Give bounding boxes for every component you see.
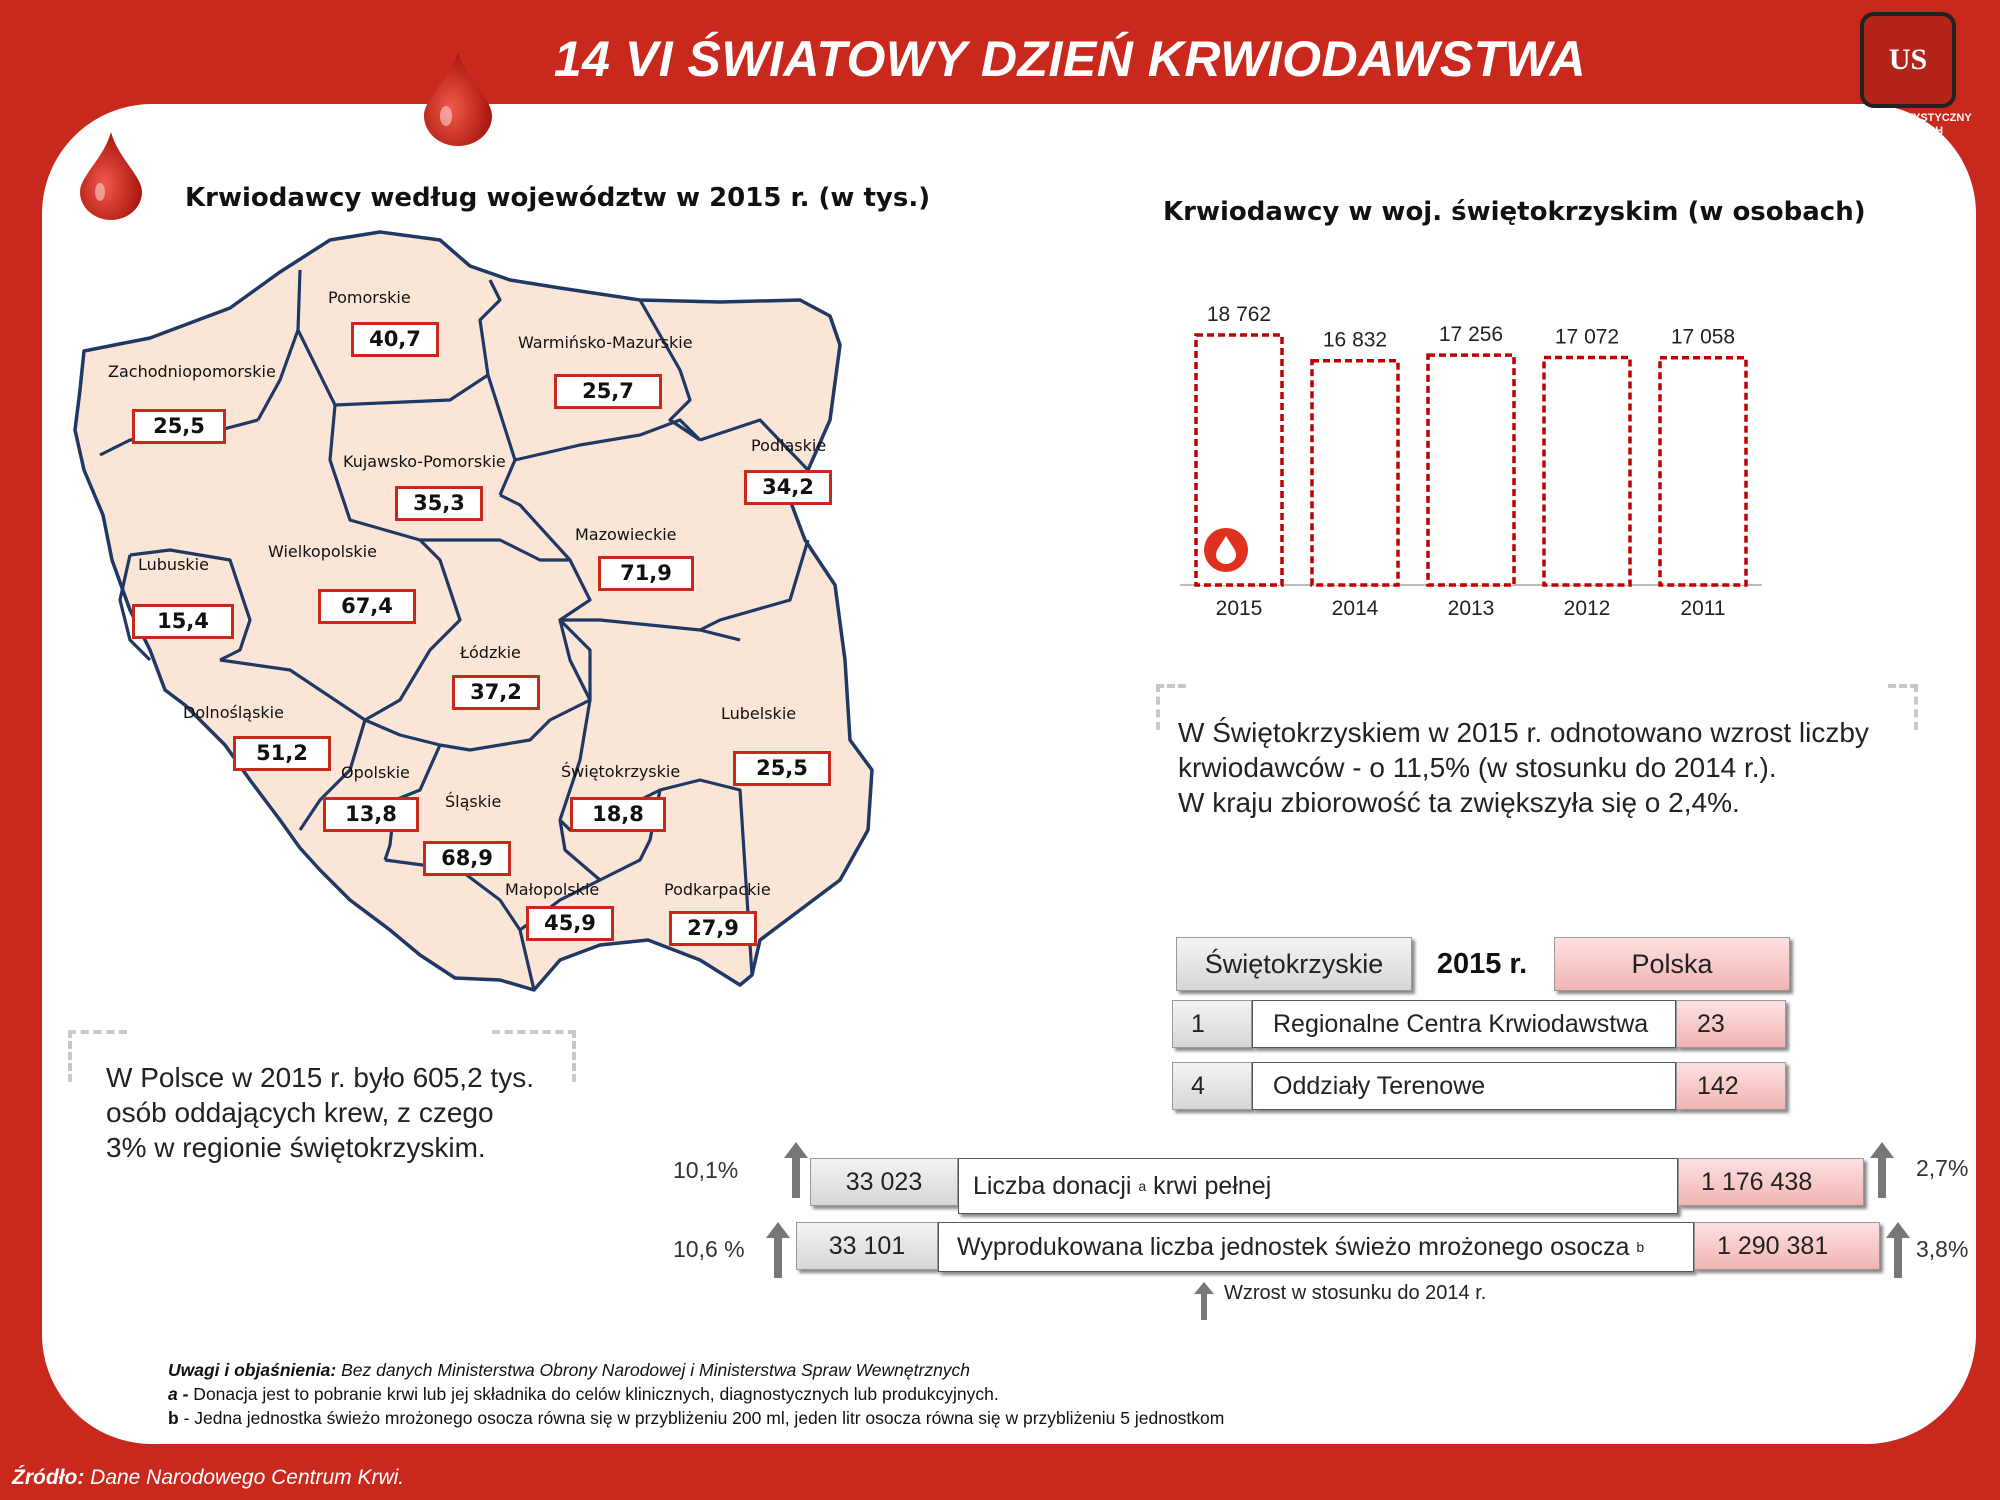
bracket xyxy=(1888,684,1918,730)
region-label: Podlaskie xyxy=(751,436,827,455)
region-value: 25,7 xyxy=(554,374,662,409)
up-arrow-icon xyxy=(764,1220,792,1280)
data-label-2011: 17 058 xyxy=(1670,325,1736,349)
tick-label-2015: 2015 xyxy=(1215,597,1263,620)
region-label: Dolnośląskie xyxy=(183,703,284,722)
up-arrow-icon xyxy=(782,1140,810,1200)
region-label: Pomorskie xyxy=(328,288,411,307)
donation-right: 1 176 438 xyxy=(1678,1158,1864,1206)
region-value: 51,2 xyxy=(233,736,331,771)
data-label-2013: 17 256 xyxy=(1438,323,1504,347)
tick-label-2012: 2012 xyxy=(1563,597,1611,620)
growth-pct-right: 2,7% xyxy=(1916,1155,1969,1181)
region-label: Opolskie xyxy=(341,763,410,782)
tick-label-2013: 2013 xyxy=(1447,597,1495,620)
region-value: 35,3 xyxy=(395,486,483,521)
table-cell-left: 1 xyxy=(1172,1000,1252,1048)
arrow-legend: Wzrost w stosunku do 2014 r. xyxy=(1224,1282,1487,1304)
region-value: 13,8 xyxy=(323,797,419,832)
bar-chart xyxy=(1150,280,1790,630)
page-title: 14 VI ŚWIATOWY DZIEŃ KRWIODAWSTWA xyxy=(553,31,1587,87)
logo-caption: URZĄD STATYSTYCZNY W KIELCACH xyxy=(1844,112,1972,137)
plasma-left: 33 101 xyxy=(796,1222,938,1270)
region-label: Podkarpackie xyxy=(664,880,771,899)
growth-pct-left: 10,6 % xyxy=(673,1236,745,1262)
region-value: 37,2 xyxy=(452,675,540,710)
region-value: 67,4 xyxy=(318,589,416,624)
donation-left: 33 023 xyxy=(810,1158,958,1206)
bar-2013 xyxy=(1428,355,1514,585)
region-label: Lubuskie xyxy=(138,555,209,574)
region-value: 27,9 xyxy=(669,911,757,946)
tick-label-2014: 2014 xyxy=(1331,597,1379,620)
region-label: Warmińsko-Mazurskie xyxy=(518,333,693,352)
header-polska: Polska xyxy=(1554,937,1790,991)
up-arrow-icon xyxy=(1868,1140,1896,1200)
logo-mark: US xyxy=(1860,12,1956,108)
data-label-2015: 18 762 xyxy=(1206,303,1272,326)
region-label: Mazowieckie xyxy=(575,525,677,544)
map-title: Krwiodawcy według województw w 2015 r. (w tys.) xyxy=(185,183,931,213)
data-label-2012: 17 072 xyxy=(1554,325,1620,349)
region-value: 71,9 xyxy=(598,556,694,591)
table-cell-left: 4 xyxy=(1172,1062,1252,1110)
table-cell-right: 23 xyxy=(1676,1000,1786,1048)
bar-2011 xyxy=(1660,358,1746,585)
region-value: 18,8 xyxy=(570,797,666,832)
region-label: Łódzkie xyxy=(460,643,521,662)
region-value: 34,2 xyxy=(744,470,832,505)
region-value: 25,5 xyxy=(132,409,226,444)
table-cell-label: Oddziały Terenowe xyxy=(1252,1062,1676,1110)
header-year: 2015 r. xyxy=(1436,947,1528,980)
poland-note: W Polsce w 2015 r. było 605,2 tys. osób oddających krew, z czego 3% w regionie świętokrzyskim. xyxy=(106,1062,534,1163)
region-value: 68,9 xyxy=(423,841,511,876)
data-label-2014: 16 832 xyxy=(1322,328,1388,352)
region-value: 15,4 xyxy=(132,604,234,639)
up-arrow-icon xyxy=(1192,1280,1216,1322)
region-value: 25,5 xyxy=(733,751,831,786)
donation-label: Liczba donacji a krwi pełnej xyxy=(958,1158,1678,1214)
up-arrow-icon xyxy=(1884,1220,1912,1280)
region-label: Świętokrzyskie xyxy=(561,762,681,781)
source-note: Źródło: Dane Narodowego Centrum Krwi. xyxy=(12,1466,405,1489)
tick-label-2011: 2011 xyxy=(1680,597,1726,620)
growth-pct-left: 10,1% xyxy=(673,1157,739,1183)
region-value: 45,9 xyxy=(526,906,614,941)
region-label: Wielkopolskie xyxy=(268,542,377,561)
chart-title: Krwiodawcy w woj. świętokrzyskim (w osobach) xyxy=(1163,197,1866,227)
region-label: Małopolskie xyxy=(505,880,600,899)
region-label: Śląskie xyxy=(445,792,502,811)
region-label: Lubelskie xyxy=(721,704,797,723)
region-note: W Świętokrzyskiem w 2015 r. odnotowano wzrost liczby krwiodawców - o 11,5% (w stosunku do 2014 r.). W kraju zbiorowość ta zwiększyła się o 2,4%. xyxy=(1178,717,1869,818)
region-label: Zachodniopomorskie xyxy=(108,362,276,381)
blood-drop-icon xyxy=(1204,528,1248,572)
table-cell-label: Regionalne Centra Krwiodawstwa xyxy=(1252,1000,1676,1048)
region-label: Kujawsko-Pomorskie xyxy=(343,452,506,471)
plasma-label: Wyprodukowana liczba jednostek świeżo mrożonego osocza b xyxy=(938,1222,1694,1272)
footnotes: Uwagi i objaśnienia: Bez danych Ministerstwa Obrony Narodowej i Ministerstwa Spraw Wewnętrznych a - Donacja jest to pobranie krwi lub jej składnika do celów klinicznych, diagnostycznych lub produkcyjnych. b - Jedna jednostka świeżo mrożonego osocza równa się w przybliżeniu 200 ml, jeden litr osocza równa się w przybliżeniu 5 jednostkom xyxy=(168,1360,1225,1428)
bar-2014 xyxy=(1312,361,1398,585)
table-cell-right: 142 xyxy=(1676,1062,1786,1110)
header-swietokrzyskie: Świętokrzyskie xyxy=(1176,937,1412,991)
region-value: 40,7 xyxy=(351,322,439,357)
plasma-right: 1 290 381 xyxy=(1694,1222,1880,1270)
bar-2012 xyxy=(1544,358,1630,585)
growth-pct-right: 3,8% xyxy=(1916,1236,1969,1262)
